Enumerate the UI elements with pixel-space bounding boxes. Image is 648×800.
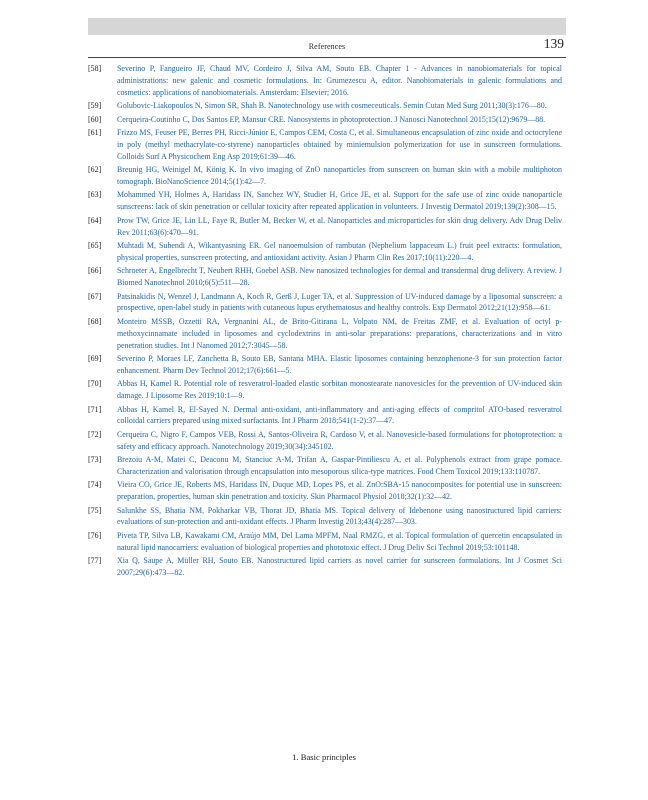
reference-text[interactable]: Severino P, Fangueiro JF, Chaud MV, Cordeiro J, Silva AM, Souto EB. Chapter 1 - Advances in nanobiomaterials for topical administrations: new galenic and cosmetic formulations. In: Grumezescu A, editor. Nanobiomaterials in galenic formulations and cosmetics: applications of nanobiomaterials. Amsterdam: Elsevier; 2016.: [117, 64, 562, 97]
reference-text[interactable]: Cerqueira-Coutinho C, Dos Santos EP, Mansur CRE. Nanosystems in photoprotection. J Nanosci Nanotechnol 2015;15(12):9679—88.: [117, 114, 546, 124]
reference-text[interactable]: Mohammed YH, Holmes A, Haridass IN, Sanchez WY, Studier H, Grice JE, et al. Support for the safe use of zinc oxide nanoparticle sunscreens: lack of skin penetration or cellular toxicity after repeated application in volunteers. J Investig Dermatol 2019;139(2):308—15.: [117, 190, 562, 212]
reference-item: [88, 530, 562, 554]
reference-item: [88, 429, 562, 453]
reference-list: [88, 63, 562, 580]
reference-text[interactable]: Abbas H, Kamel R. Potential role of resveratrol-loaded elastic sorbitan monostearate nanovesicles for the prevention of UV-induced skin damage. J Liposome Res 2019;10:1—9.: [117, 379, 562, 401]
reference-item: [88, 454, 562, 478]
reference-item: [88, 316, 562, 352]
reference-item: [88, 265, 562, 289]
reference-text[interactable]: Patsinakidis N, Wenzel J, Landmann A, Koch R, Gerß J, Luger TA, et al. Suppression of UV-induced damage by a liposomal sunscreen: a prospective, open-label study in patients with cutaneous lupus erythematosus and healthy controls. Exp Dermatol 2012;21(12):958—61.: [117, 291, 562, 313]
reference-text[interactable]: Golubovic-Liakopoulos N, Simon SR, Shah B. Nanotechnology use with cosmeceuticals. Semin Cutan Med Surg 2011;30(3):176—80.: [117, 101, 547, 111]
reference-item: [88, 127, 562, 163]
reference-number: [71]: [88, 404, 102, 414]
reference-text[interactable]: Cerqueira C, Nigro F, Campos VEB, Rossi A, Santos-Oliveira R, Cardoso V, et al. Nanovesicle-based formulations for photoprotection: a safety and efficacy approach. Nanotechnology 2019;30(34):345102.: [117, 429, 562, 451]
running-header-title: References: [308, 42, 346, 51]
reference-number: [64]: [88, 215, 102, 225]
reference-item: [88, 404, 562, 428]
reference-number: [73]: [88, 455, 102, 465]
reference-number: [74]: [88, 480, 102, 490]
reference-number: [65]: [88, 240, 102, 250]
reference-text[interactable]: Breunig HG, Weinigel M, König K. In vivo imaging of ZnO nanoparticles from sunscreen on human skin with a mobile multiphoton tomograph. BioNanoScience 2014;5(1):42—7.: [117, 165, 562, 186]
reference-text[interactable]: Brezoiu A-M, Matei C, Deaconu M, Stanciuc A-M, Trifan A, Gaspar-Pintiliescu A, et al. Polyphenols extract from grape pomace. Characterization and valorisation through encapsulation into mesoporous silica-type matrices. Food Chem Toxicol 2019;133:110787.: [117, 455, 562, 476]
reference-item: [88, 114, 562, 126]
reference-item: [88, 63, 562, 99]
reference-item: [88, 378, 562, 402]
reference-item: [88, 505, 562, 529]
header-bar: [88, 18, 566, 35]
reference-item: [88, 215, 562, 239]
reference-number: [77]: [88, 556, 102, 566]
reference-text[interactable]: Monteiro MSSB, Ozzetti RA, Vergnanini AL, de Brito-Gitirana L, Volpato NM, de Freitas ZMF, et al. Evaluation of octyl p-methoxycinnamate included in liposomes and cyclodextrins in anti-solar preparations: preparations, characterizations and in vitro penetration studies. Int J Nanomed 2012;7:3045—58.: [117, 316, 562, 350]
reference-item: [88, 555, 562, 579]
reference-text[interactable]: Xia Q, Saupe A, Müller RH, Souto EB. Nanostructured lipid carriers as novel carrier for sunscreen formulations. Int J Cosmet Sci 2007;29(6):473—82.: [117, 556, 562, 578]
reference-item: [88, 291, 562, 315]
reference-text[interactable]: Severino P, Moraes LF, Zanchetta B, Souto EB, Santana MHA. Elastic liposomes containing benzophenone-3 for sun protection factor enhancement. Pharm Dev Technol 2012;17(6):661—5.: [117, 353, 562, 375]
reference-text[interactable]: Frizzo MS, Feuser PE, Berres PH, Ricci-Júnior E, Campos CEM, Costa C, et al. Simultaneous encapsulation of zinc oxide and octocrylene in poly (methyl methacrylate-co-styrene) nanoparticles obtained by miniemulsion polymerization for use in sunscreen formulations. Colloids Surf A Physicochem Eng Asp 2019;61:39—46.: [117, 128, 562, 161]
reference-item: [88, 189, 562, 213]
reference-text[interactable]: Prow TW, Grice JE, Lin LL, Faye R, Butler M, Becker W, et al. Nanoparticles and microparticles for skin drug delivery. Adv Drug Deliv Rev 2011;63(6):470—91.: [117, 215, 562, 237]
reference-item: [88, 479, 562, 503]
reference-item: [88, 164, 562, 188]
reference-number: [69]: [88, 353, 102, 363]
reference-number: [60]: [88, 114, 102, 124]
reference-item: [88, 353, 562, 377]
reference-text[interactable]: Salunkhe SS, Bhatia NM, Pokharkar VB, Thorat JD, Bhatia MS. Topical delivery of Idebenone using nanostructured lipid carriers: evaluations of sun-protection and anti-oxidant effects. J Pharm Investig 2013;43(4):287—303.: [117, 505, 562, 527]
reference-number: [59]: [88, 101, 102, 111]
reference-item: [88, 100, 562, 112]
reference-item: [88, 240, 562, 264]
header-divider: [88, 57, 566, 58]
reference-number: [58]: [88, 64, 102, 73]
reference-number: [72]: [88, 429, 102, 439]
reference-number: [66]: [88, 266, 102, 276]
reference-number: [68]: [88, 316, 102, 326]
reference-text[interactable]: Schroeter A, Engelbrecht T, Neubert RHH, Goebel ASB. New nanosized technologies for dermal and transdermal drug delivery. A review. J Biomed Nanotechnol 2010;6(5):511—28.: [117, 266, 562, 288]
reference-number: [70]: [88, 379, 102, 389]
reference-number: [76]: [88, 530, 102, 540]
reference-number: [61]: [88, 128, 102, 137]
reference-text[interactable]: Piveta TP, Silva LB, Kawakami CM, Araújo MM, Del Lama MPFM, Naal RMZG, et al. Topical formulation of quercetin encapsulated in natural lipid nanocarriers: evaluation of biological properties and phototoxic effect. J Drug Deliv Sci Technol 2019;53:101148.: [117, 530, 562, 552]
reference-text[interactable]: Vieira CO, Grice JE, Roberts MS, Haridass IN, Duque MD, Lopes PS, et al. ZnO:SBA-15 nanocomposites for potential use in sunscreen: preparation, properties, human skin penetration and toxicity. Skin Pharmacol Physiol 2018;32(1):32—42.: [117, 480, 562, 502]
footer-chapter-title: 1. Basic principles: [292, 752, 356, 762]
reference-text[interactable]: Muhtadi M, Suhendi A, Wikantyasning ER. Gel nanoemulsion of rambutan (Nephelium lappaceum L.) fruit peel extracts: formulation, physical properties, sunscreen protecting, and antioxidant activity. Asian J Pharm Clin Res 2017;10(11):220—4.: [117, 240, 562, 262]
reference-text[interactable]: Abbas H, Kamel R, El-Sayed N. Dermal anti-oxidant, anti-inflammatory and anti-aging effects of compritol ATO-based resveratrol colloidal carriers prepared using mixed surfactants. Int J Pharm 2018;541(1-2):37—47.: [117, 404, 562, 426]
reference-number: [62]: [88, 165, 102, 175]
reference-number: [75]: [88, 505, 102, 515]
reference-number: [67]: [88, 291, 102, 301]
reference-number: [63]: [88, 190, 102, 200]
page-number: 139: [543, 36, 564, 51]
running-header: [88, 36, 566, 56]
